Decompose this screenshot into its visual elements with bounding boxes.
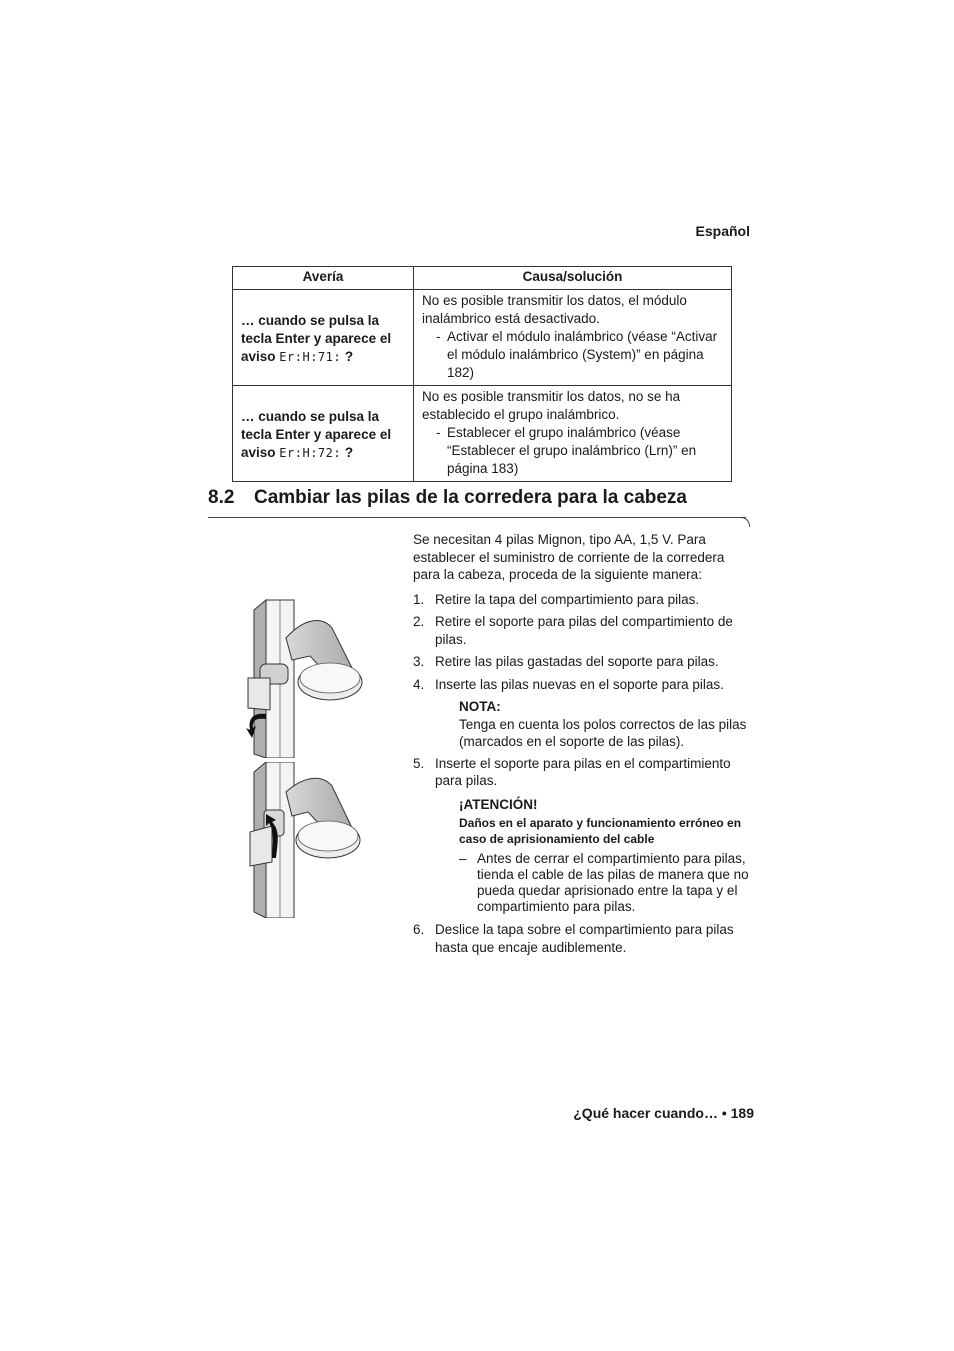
language-label: Español [695, 223, 750, 239]
step-text: Retire el soporte para pilas del compartimiento de pilas. [435, 614, 733, 647]
step-text: Inserte el soporte para pilas en el compartimiento para pilas. [435, 755, 731, 788]
step-number: 6. [413, 922, 425, 937]
section-body [413, 531, 753, 961]
fault-text: … cuando se pulsa la tecla Enter y aparece el aviso [241, 312, 392, 364]
battery-insertion-illustration [244, 762, 364, 918]
solution-item [422, 328, 725, 382]
dash-marker: - [436, 329, 441, 344]
note-box [459, 698, 753, 751]
cause-text: No es posible transmitir los datos, no se ha establecido el grupo inalámbrico. [422, 389, 681, 422]
warning-title: ¡ATENCIÓN! [459, 796, 538, 812]
section-number: 8.2 [208, 487, 235, 508]
heading-rule [208, 517, 746, 518]
solution-text: Establecer el grupo inalámbrico (véase “Establecer el grupo inalámbrico (Lrn)” en página 183) [447, 425, 697, 476]
cause-cell [414, 290, 732, 386]
table-header-row [233, 267, 732, 290]
step-text: Inserte las pilas nuevas en el soporte para pilas. [435, 676, 724, 692]
list-item [413, 755, 753, 790]
fault-text: … cuando se pulsa la tecla Enter y aparece el aviso [241, 408, 392, 460]
note-title: NOTA: [459, 699, 501, 714]
cause-cell [414, 386, 732, 482]
step-number: 2. [413, 614, 425, 629]
column-header-fault: Avería [233, 267, 414, 290]
cause-text: No es posible transmitir los datos, el módulo inalámbrico está desactivado. [422, 293, 687, 326]
error-code: Er:H:71: [279, 349, 342, 364]
step-number: 4. [413, 676, 425, 692]
page-footer: ¿Qué hacer cuando… • 189 [573, 1105, 754, 1121]
step-text: Deslice la tapa sobre el compartimiento para pilas hasta que encaje audiblemente. [435, 922, 734, 955]
table-row [233, 290, 732, 386]
fault-suffix: ? [344, 444, 354, 460]
column-header-cause: Causa/solución [414, 267, 732, 290]
fault-cell [233, 386, 414, 482]
step-number: 1. [413, 591, 425, 607]
fault-suffix: ? [344, 348, 354, 364]
section-title: Cambiar las pilas de la corredera para la cabeza [254, 487, 688, 508]
list-item [413, 921, 753, 956]
table-row [233, 386, 732, 482]
step-number: 3. [413, 654, 425, 669]
step-list [413, 755, 753, 790]
error-code: Er:H:72: [279, 445, 342, 460]
list-item [413, 613, 753, 648]
dash-marker: – [459, 851, 467, 866]
warning-subtitle: Daños en el aparato y funcionamiento erróneo en caso de aprisionamiento del cable [459, 816, 742, 846]
section-heading [208, 487, 687, 509]
solution-item [422, 424, 725, 478]
solution-text: Activar el módulo inalámbrico (véase “Activar el módulo inalámbrico (System)” en página 182) [447, 329, 718, 380]
troubleshooting-table [232, 266, 732, 482]
step-list [413, 591, 753, 694]
list-item [413, 591, 753, 609]
list-item [413, 676, 753, 694]
warning-text: Antes de cerrar el compartimiento para pilas, tienda el cable de las pilas de manera que no pueda quedar aprisionado entre la tapa y el compartimiento para pilas. [477, 851, 749, 914]
step-number: 5. [413, 755, 425, 771]
step-text: Retire las pilas gastadas del soporte para pilas. [435, 654, 719, 669]
step-list [413, 921, 753, 956]
battery-removal-illustration [244, 598, 364, 758]
dash-marker: - [436, 425, 441, 440]
note-text: Tenga en cuenta los polos correctos de las pilas (marcados en el soporte de las pilas). [459, 716, 747, 749]
warning-box [459, 796, 753, 916]
heading-rule-corner [740, 517, 750, 527]
warning-item [459, 851, 753, 915]
step-text: Retire la tapa del compartimiento para pilas. [435, 591, 700, 607]
intro-paragraph: Se necesitan 4 pilas Mignon, tipo AA, 1,5 V. Para establecer el suministro de corriente de la corredera para la cabeza, proceda de la siguiente manera: [413, 532, 725, 582]
fault-cell [233, 290, 414, 386]
list-item [413, 653, 753, 671]
